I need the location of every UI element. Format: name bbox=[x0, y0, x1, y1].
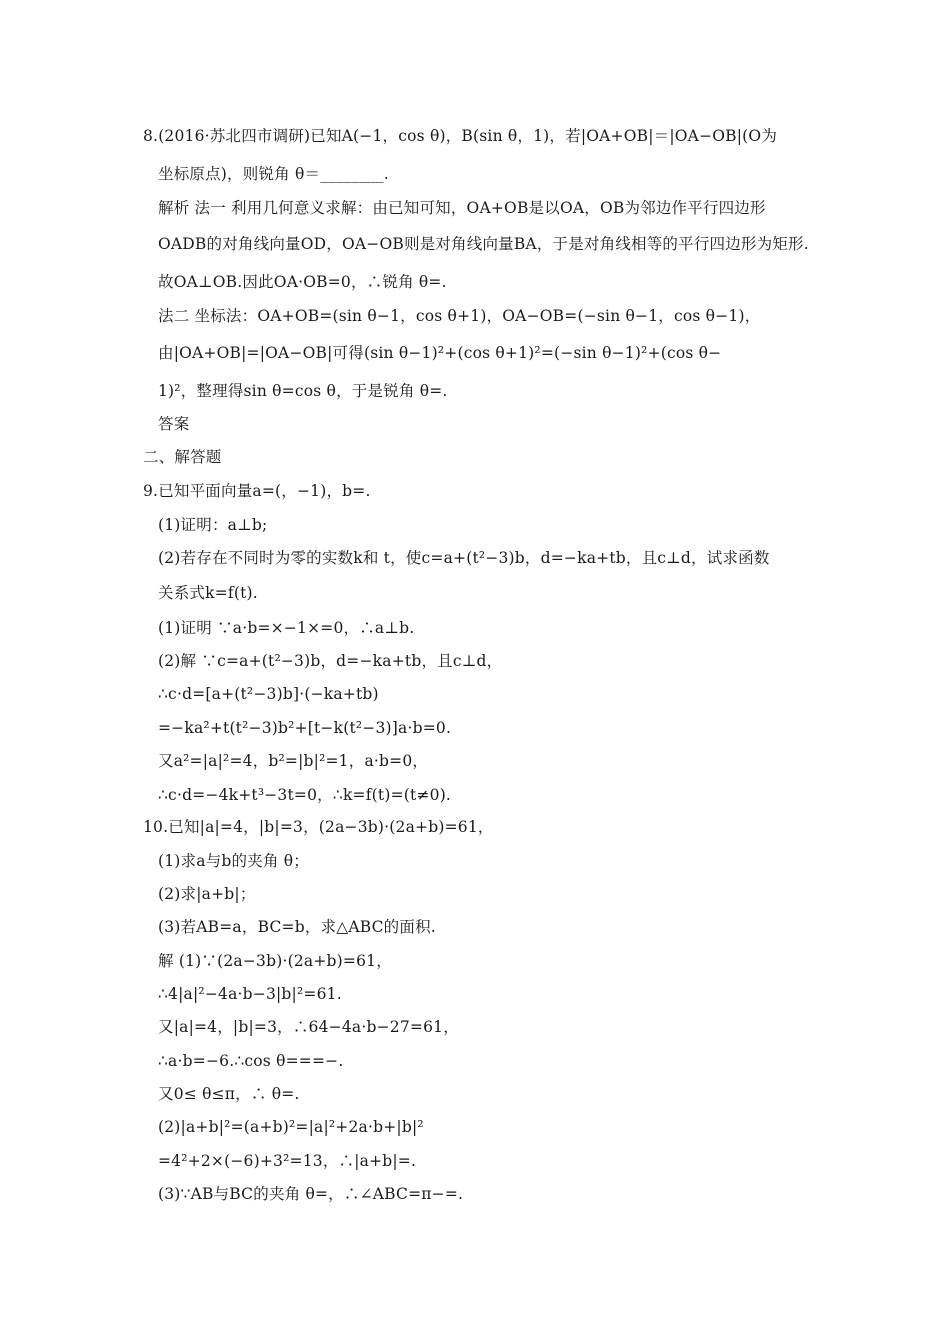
solution-8-line-1: 解析 法一 利用几何意义求解：由已知可知，OA+OB是以OA，OB为邻边作平行四边形 bbox=[158, 199, 766, 217]
solution-10-line-7: =4²+2×(−6)+3²=13，∴|a+b|=. bbox=[158, 1152, 417, 1170]
solution-8-line-6: 1)²，整理得sin θ=cos θ，于是锐角 θ=. bbox=[158, 382, 448, 400]
solution-10-line-3: 又|a|=4，|b|=3，∴64−4a·b−27=61， bbox=[158, 1018, 459, 1036]
problem-9-line-3: (2)若存在不同时为零的实数k和 t，使c=a+(t²−3)b，d=−ka+tb，且c⊥d，试求函数 bbox=[158, 549, 770, 567]
solution-9-line-4: =−ka²+t(t²−3)b²+[t−k(t²−3)]a·b=0. bbox=[158, 719, 452, 737]
solution-10-line-6: (2)|a+b|²=(a+b)²=|a|²+2a·b+|b|² bbox=[158, 1118, 424, 1136]
solution-10-line-5: 又0≤ θ≤π，∴ θ=. bbox=[158, 1085, 300, 1103]
solution-10-line-4: ∴a·b=−6.∴cos θ===−. bbox=[158, 1052, 344, 1070]
problem-10-line-1: 10.已知|a|=4，|b|=3，(2a−3b)·(2a+b)=61， bbox=[143, 818, 494, 836]
solution-8-line-4: 法二 坐标法：OA+OB=(sin θ−1，cos θ+1)，OA−OB=(−sin θ−1，cos θ−1)， bbox=[158, 307, 761, 325]
solution-10-line-8: (3)∵AB与BC的夹角 θ=，∴∠ABC=π−=. bbox=[158, 1185, 464, 1203]
solution-8-line-3: 故OA⊥OB.因此OA·OB=0，∴锐角 θ=. bbox=[158, 273, 447, 291]
problem-9-line-4: 关系式k=f(t). bbox=[158, 584, 258, 602]
problem-10-line-3: (2)求|a+b|； bbox=[158, 885, 256, 903]
solution-10-line-1: 解 (1)∵(2a−3b)·(2a+b)=61， bbox=[158, 952, 392, 970]
solution-9-line-6: ∴c·d=−4k+t³−3t=0，∴k=f(t)=(t≠0). bbox=[158, 786, 452, 804]
problem-9-line-1: 9.已知平面向量a=(，−1)，b=. bbox=[143, 482, 371, 500]
solution-9-line-3: ∴c·d=[a+(t²−3)b]·(−ka+tb) bbox=[158, 685, 379, 703]
solution-9-line-5: 又a²=|a|²=4，b²=|b|²=1，a·b=0， bbox=[158, 752, 429, 770]
problem-10-line-2: (1)求a与b的夹角 θ； bbox=[158, 852, 309, 870]
answer-label: 答案 bbox=[158, 415, 190, 433]
problem-8-line-2: 坐标原点)，则锐角 θ＝________. bbox=[158, 165, 389, 183]
problem-9-line-2: (1)证明：a⊥b; bbox=[158, 516, 268, 534]
solution-8-line-2: OADB的对角线向量OD，OA−OB则是对角线向量BA，于是对角线相等的平行四边形为矩形. bbox=[158, 235, 809, 253]
solution-9-line-1: (1)证明 ∵a·b=×−1×=0，∴a⊥b. bbox=[158, 619, 415, 637]
solution-8-line-5: 由|OA+OB|=|OA−OB|可得(sin θ−1)²+(cos θ+1)²=(−sin θ−1)²+(cos θ− bbox=[158, 344, 722, 362]
section-heading: 二、解答题 bbox=[143, 448, 222, 466]
solution-10-line-2: ∴4|a|²−4a·b−3|b|²=61. bbox=[158, 985, 342, 1003]
problem-8-line-1: 8.(2016·苏北四市调研)已知A(−1，cos θ)，B(sin θ，1)，若|OA+OB|＝|OA−OB|(O为 bbox=[143, 127, 778, 145]
problem-10-line-4: (3)若AB=a，BC=b，求△ABC的面积. bbox=[158, 918, 436, 936]
solution-9-line-2: (2)解 ∵c=a+(t²−3)b，d=−ka+tb，且c⊥d， bbox=[158, 652, 503, 670]
